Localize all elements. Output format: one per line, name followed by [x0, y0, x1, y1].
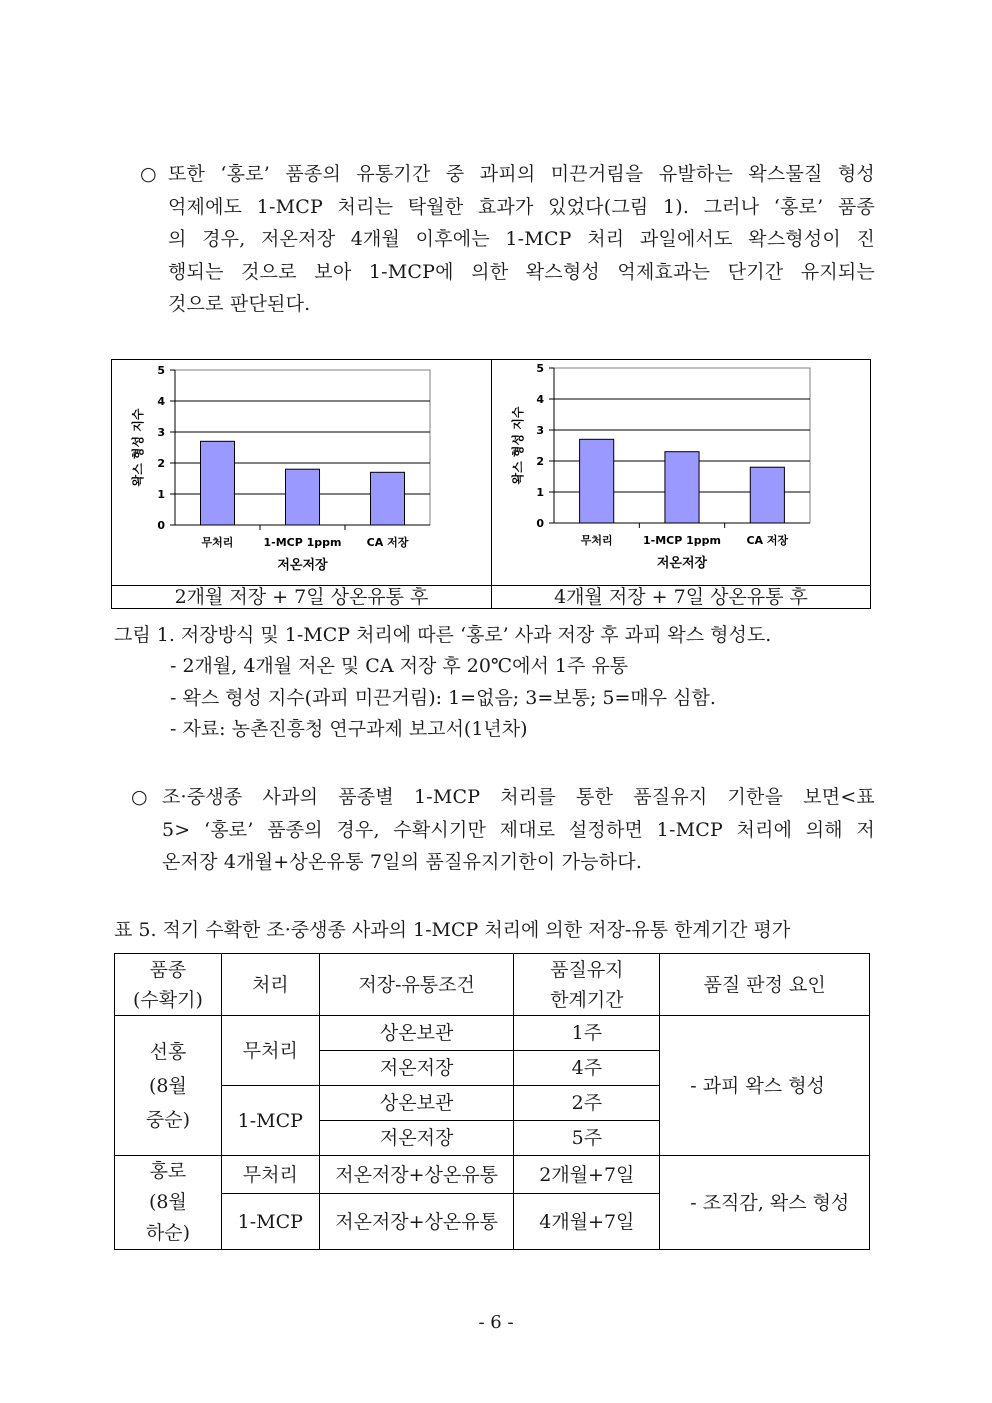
factor-cell: - 조직감, 왁스 형성: [660, 1156, 870, 1250]
y-tick-label: 4: [157, 395, 165, 408]
limit-cell: 2개월+7일: [514, 1156, 660, 1194]
x-axis-label: 저온저장: [656, 556, 708, 571]
paragraph-1: [140, 158, 875, 321]
limit-cell: 4개월+7일: [514, 1194, 660, 1250]
chart-left: [112, 360, 491, 585]
figure-caption-title: 그림 1. 저장방식 및 1-MCP 처리에 따른 ‘홍로’ 사과 저장 후 과피 왁스 형성도.: [114, 624, 772, 646]
treatment-cell: 1-MCP: [221, 1194, 319, 1250]
x-axis-label: 저온저장: [277, 558, 328, 573]
paragraph-1-line: 행되는 것으로 보아 1-MCP에 의한 왁스형성 억제효과는 단기간 유지되는: [168, 260, 875, 283]
y-axis-label: 왁스 형성 지수: [131, 408, 145, 487]
header-factor: 품질 판정 요인: [660, 954, 870, 1016]
bullet-circle: ○: [131, 786, 148, 808]
y-axis-label: 왁스 형성 지수: [511, 406, 525, 485]
y-tick-label: 5: [536, 362, 544, 375]
table-row: [115, 1016, 870, 1051]
limit-cell: 4주: [514, 1051, 660, 1086]
paragraph-1-line: 의 경우, 저온저장 4개월 이후에는 1-MCP 처리 과일에서도 왁스형성이 진: [168, 228, 875, 250]
treatment-cell: 1-MCP: [221, 1086, 319, 1156]
treatment-cell: 무처리: [221, 1156, 319, 1194]
limit-cell: 2주: [514, 1086, 660, 1121]
paragraph-1-line: 또한 ‘홍로’ 품종의 유통기간 중 과피의 미끈거림을 유발하는 왁스물질 형성: [168, 163, 875, 185]
condition-cell: 상온보관: [319, 1086, 514, 1121]
condition-cell: 저온저장+상온유통: [319, 1194, 514, 1250]
table-title: 표 5. 적기 수확한 조·중생종 사과의 1-MCP 처리에 의한 저장-유통 한계기간 평가: [114, 919, 791, 941]
header-variety: 품종 (수확기): [115, 954, 222, 1016]
figure-box: [111, 359, 871, 609]
table-row: [115, 1156, 870, 1194]
condition-cell: 저온저장: [319, 1051, 514, 1086]
figure-note: - 2개월, 4개월 저온 및 CA 저장 후 20℃에서 1주 유통: [170, 655, 629, 677]
x-tick-label: 무처리: [580, 534, 613, 547]
paragraph-2: [131, 781, 875, 879]
y-tick-label: 0: [157, 519, 165, 532]
bar: [286, 469, 320, 525]
y-tick-label: 2: [157, 457, 165, 470]
y-tick-label: 1: [536, 486, 544, 499]
condition-cell: 저온저장: [319, 1121, 514, 1156]
variety-cell: 선홍 (8월 중순): [115, 1016, 222, 1156]
header-condition: 저장-유통조건: [319, 954, 514, 1016]
paragraph-1-line: 것으로 판단된다.: [168, 293, 311, 315]
factor-cell: - 과피 왁스 형성: [660, 1016, 870, 1156]
chart-svg: [492, 360, 870, 585]
paragraph-2-line: 온저장 4개월+상온유통 7일의 품질유지기한이 가능하다.: [162, 851, 643, 873]
figure-note: - 왁스 형성 지수(과피 미끈거림): 1=없음; 3=보통; 5=매우 심함.: [170, 687, 716, 709]
x-tick-label: 무처리: [201, 536, 234, 549]
bar: [201, 441, 235, 525]
condition-cell: 저온저장+상온유통: [319, 1156, 514, 1194]
limit-cell: 1주: [514, 1016, 660, 1051]
figure-note: - 자료: 농촌진흥청 연구과제 보고서(1년차): [170, 718, 528, 740]
y-tick-label: 0: [536, 517, 544, 530]
chart-right: [492, 360, 870, 585]
limit-cell: 5주: [514, 1121, 660, 1156]
bar: [580, 439, 614, 523]
y-tick-label: 5: [157, 364, 165, 377]
x-tick-label: CA 저장: [366, 536, 409, 549]
y-tick-label: 4: [536, 393, 544, 406]
bullet-circle: ○: [140, 163, 157, 185]
header-treatment: 처리: [221, 954, 319, 1016]
header-limit: 품질유지 한계기간: [514, 954, 660, 1016]
figure-caption-left: 2개월 저장 + 7일 상온유통 후: [174, 586, 429, 608]
data-table: [114, 953, 870, 1250]
page-number: - 6 -: [478, 1312, 514, 1333]
paragraph-2-line: 조·중생종 사과의 품종별 1-MCP 처리를 통한 품질유지 기한을 보면<표: [162, 786, 875, 808]
paragraph-1-line: 억제에도 1-MCP 처리는 탁월한 효과가 있었다(그림 1). 그러나 ‘홍로’ 품종: [168, 195, 875, 218]
x-tick-label: CA 저장: [746, 534, 789, 547]
y-tick-label: 3: [536, 424, 544, 437]
bar: [371, 472, 405, 525]
y-tick-label: 3: [157, 426, 165, 439]
table-header-row: [115, 954, 870, 1016]
y-tick-label: 1: [157, 488, 165, 501]
x-tick-label: 1-MCP 1ppm: [643, 534, 721, 547]
figure-caption-right: 4개월 저장 + 7일 상온유통 후: [554, 586, 808, 608]
bar: [665, 452, 699, 523]
bar: [750, 467, 784, 523]
condition-cell: 상온보관: [319, 1016, 514, 1051]
chart-svg: [112, 360, 491, 585]
x-tick-label: 1-MCP 1ppm: [263, 536, 342, 549]
paragraph-2-line: 5> ‘홍로’ 품종의 경우, 수확시기만 제대로 설정하면 1-MCP 처리에 의해 저: [162, 818, 875, 841]
variety-cell: 홍로 (8월 하순): [115, 1156, 222, 1250]
treatment-cell: 무처리: [221, 1016, 319, 1086]
y-tick-label: 2: [536, 455, 544, 468]
